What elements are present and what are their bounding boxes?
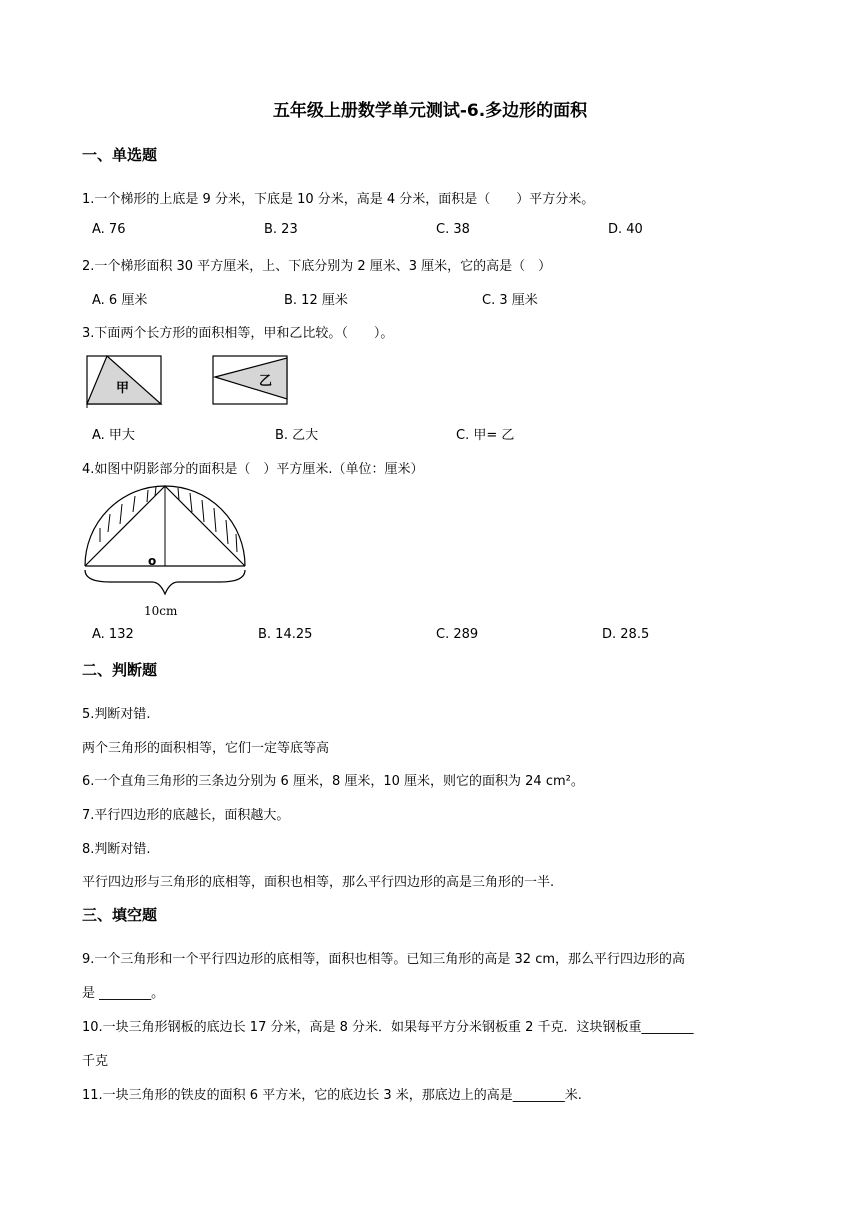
shaded-triangle-yi <box>215 358 287 399</box>
q1-option-b: B. 23 <box>264 222 298 237</box>
q3-option-c: C. 甲= 乙 <box>456 428 515 443</box>
q2-option-c: C. 3 厘米 <box>482 293 538 308</box>
section-heading-judgement: 二、判断题 <box>82 661 158 679</box>
q4-option-c: C. 289 <box>436 627 479 642</box>
question-9-line1: 9.一个三角形和一个平行四边形的底相等，面积也相等。已知三角形的高是 32 cm，那么平行四边形的高 <box>82 952 686 967</box>
figure-rectangle-yi <box>210 353 292 409</box>
question-8-statement: 平行四边形与三角形的底相等，面积也相等，那么平行四边形的高是三角形的一半. <box>82 875 555 890</box>
q4-option-a: A. 132 <box>92 627 134 642</box>
question-9-line2: 是 ________。 <box>82 986 165 1001</box>
question-4: 4.如图中阴影部分的面积是（ ）平方厘米.（单位：厘米） <box>82 462 424 477</box>
center-label: o <box>148 554 157 568</box>
question-5-statement: 两个三角形的面积相等，它们一定等底等高 <box>82 741 330 756</box>
q3-option-b: B. 乙大 <box>275 428 319 443</box>
question-1: 1.一个梯形的上底是 9 分米，下底是 10 分米，高是 4 分米，面积是（ ）平方分米。 <box>82 192 595 207</box>
dimension-label: 10cm <box>144 604 178 618</box>
page-title: 五年级上册数学单元测试-6.多边形的面积 <box>272 101 588 121</box>
question-10-line1: 10.一块三角形钢板的底边长 17 分米，高是 8 分米．如果每平方分米钢板重 2 千克．这块钢板重________ <box>82 1020 694 1035</box>
question-5: 5.判断对错. <box>82 707 151 722</box>
q1-option-d: D. 40 <box>608 222 643 237</box>
question-2: 2.一个梯形面积 30 平方厘米，上、下底分别为 2 厘米、3 厘米，它的高是（ ） <box>82 259 552 274</box>
brace-shape <box>85 570 245 594</box>
question-6: 6.一个直角三角形的三条边分别为 6 厘米，8 厘米，10 厘米，则它的面积为 24 cm²。 <box>82 774 584 789</box>
question-7: 7.平行四边形的底越长，面积越大。 <box>82 808 290 823</box>
figure-rectangle-jia <box>84 353 166 409</box>
q3-option-a: A. 甲大 <box>92 428 135 443</box>
label-yi: 乙 <box>259 374 273 389</box>
q1-option-c: C. 38 <box>436 222 470 237</box>
question-3: 3.下面两个长方形的面积相等，甲和乙比较。（ ）。 <box>82 326 394 341</box>
question-11: 11.一块三角形的铁皮的面积 6 平方米，它的底边长 3 米，那底边上的高是________米. <box>82 1088 582 1103</box>
figure-semicircle <box>80 482 250 622</box>
hatch-lines <box>100 487 237 552</box>
q2-option-b: B. 12 厘米 <box>284 293 348 308</box>
section-heading-choice: 一、单选题 <box>82 146 158 164</box>
q4-option-d: D. 28.5 <box>602 627 650 642</box>
q2-option-a: A. 6 厘米 <box>92 293 148 308</box>
shaded-triangle-jia <box>87 356 161 404</box>
q1-option-a: A. 76 <box>92 222 126 237</box>
section-heading-fill: 三、填空题 <box>82 906 158 924</box>
q4-option-b: B. 14.25 <box>258 627 313 642</box>
label-jia: 甲 <box>116 381 130 396</box>
question-10-line2: 千克 <box>82 1054 109 1069</box>
question-8: 8.判断对错. <box>82 842 151 857</box>
